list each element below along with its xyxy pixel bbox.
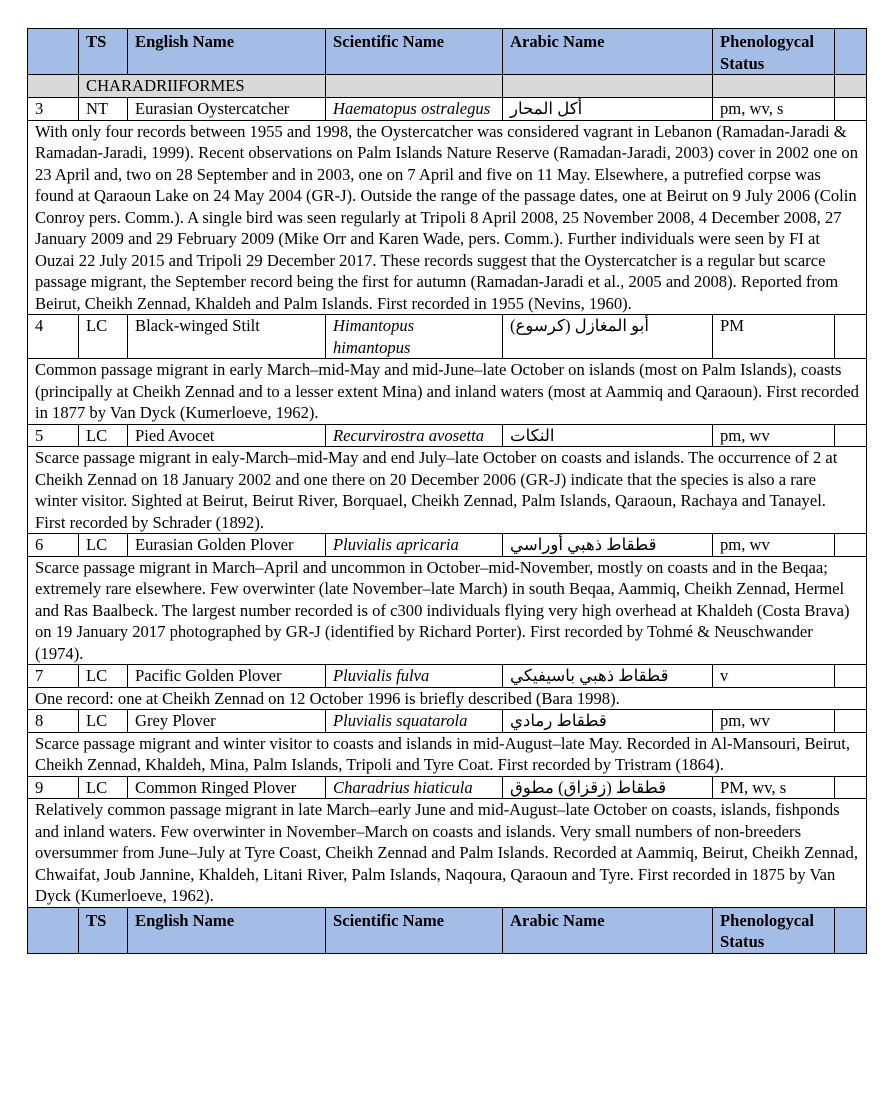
species-arabic-name: أكل المحار — [503, 98, 713, 121]
order-label: CHARADRIIFORMES — [79, 75, 326, 98]
species-number: 6 — [28, 534, 79, 557]
species-threat-status: NT — [79, 98, 128, 121]
header-ts: TS — [79, 29, 128, 75]
order-empty-cell — [713, 75, 835, 98]
species-row — [28, 710, 867, 733]
species-description: One record: one at Cheikh Zennad on 12 October 1996 is briefly described (Bara 1998). — [28, 687, 867, 710]
species-row — [28, 534, 867, 557]
species-phenological-status: v — [713, 665, 835, 688]
species-extra-cell — [835, 665, 867, 688]
header-english-name: English Name — [128, 29, 326, 75]
species-extra-cell — [835, 710, 867, 733]
species-english-name: Common Ringed Plover — [128, 776, 326, 799]
species-description-row — [28, 799, 867, 908]
table-body — [28, 29, 867, 954]
order-empty-cell — [326, 75, 503, 98]
species-extra-cell — [835, 534, 867, 557]
species-scientific-name: Pluvialis fulva — [326, 665, 503, 688]
footer-header-scientific-name: Scientific Name — [326, 907, 503, 953]
species-description: Scarce passage migrant in ealy-March–mid-May and end July–late October on coasts and islands. The occurrence of 2 at Cheikh Zennad on 18 January 2002 and one there on 20 December 2006 (GR-J) indicate that the species is also a rare winter visitor. Sighted at Beirut, Beirut River, Borquael, Cheikh Zennad, Palm Islands, Qaraoun, Rachaya and Tanayel. First recorded by Schrader (1892). — [28, 447, 867, 534]
order-empty-cell — [835, 75, 867, 98]
footer-header-arabic-name: Arabic Name — [503, 907, 713, 953]
species-extra-cell — [835, 776, 867, 799]
footer-number-cell — [28, 907, 79, 953]
species-description-row — [28, 687, 867, 710]
species-description-row — [28, 556, 867, 665]
species-row — [28, 776, 867, 799]
species-row — [28, 424, 867, 447]
footer-header-english-name: English Name — [128, 907, 326, 953]
species-number: 8 — [28, 710, 79, 733]
species-row — [28, 315, 867, 359]
species-english-name: Pacific Golden Plover — [128, 665, 326, 688]
species-description: Scarce passage migrant in March–April and uncommon in October–mid-November, mostly on coasts and in the Beqaa; extremely rare elsewhere. Few overwinter (late November–late March) in south Beqaa, Aammiq, Cheikh Zennad, Hermel and Ras Baalbeck. The largest number recorded is of c300 individuals flying very high overhead at Khaldeh (Costa Brava) on 19 January 2017 photographed by GR-J (identified by Richard Porter). First recorded by Tohmé & Neuschwander (1974). — [28, 556, 867, 665]
species-arabic-name: قطقاط رمادي — [503, 710, 713, 733]
header-phenological-status: Phenologycal Status — [713, 29, 835, 75]
species-extra-cell — [835, 424, 867, 447]
species-description: Common passage migrant in early March–mid-May and mid-June–late October on islands (most on Palm Islands), coasts (principally at Cheikh Zennad and to a lesser extent Mina) and inland waters (most at Aammiq and Qaraoun). First recorded in 1877 by Van Dyck (Kumerloeve, 1962). — [28, 359, 867, 425]
species-number: 7 — [28, 665, 79, 688]
species-phenological-status: pm, wv — [713, 534, 835, 557]
species-scientific-name: Pluvialis squatarola — [326, 710, 503, 733]
species-extra-cell — [835, 98, 867, 121]
species-threat-status: LC — [79, 424, 128, 447]
species-row — [28, 98, 867, 121]
species-threat-status: LC — [79, 710, 128, 733]
species-description-row — [28, 359, 867, 425]
footer-header-phenological-status: Phenologycal Status — [713, 907, 835, 953]
species-arabic-name: قطقاط (زقزاق) مطوق — [503, 776, 713, 799]
species-english-name: Pied Avocet — [128, 424, 326, 447]
species-scientific-name: Himantopus himantopus — [326, 315, 503, 359]
species-number: 3 — [28, 98, 79, 121]
species-description-row — [28, 447, 867, 534]
species-phenological-status: pm, wv, s — [713, 98, 835, 121]
header-row — [28, 29, 867, 75]
header-extra-cell — [835, 29, 867, 75]
species-phenological-status: pm, wv — [713, 424, 835, 447]
species-table — [27, 28, 867, 954]
species-phenological-status: pm, wv — [713, 710, 835, 733]
species-threat-status: LC — [79, 776, 128, 799]
species-phenological-status: PM — [713, 315, 835, 359]
species-scientific-name: Charadrius hiaticula — [326, 776, 503, 799]
species-number: 9 — [28, 776, 79, 799]
species-threat-status: LC — [79, 315, 128, 359]
species-english-name: Grey Plover — [128, 710, 326, 733]
species-english-name: Black-winged Stilt — [128, 315, 326, 359]
footer-extra-cell — [835, 907, 867, 953]
species-arabic-name: قطقاط ذهبي باسيفيكي — [503, 665, 713, 688]
species-arabic-name: قطقاط ذهبي أوراسي — [503, 534, 713, 557]
species-arabic-name: أبو المغازل (كرسوع) — [503, 315, 713, 359]
header-arabic-name: Arabic Name — [503, 29, 713, 75]
species-scientific-name: Haematopus ostralegus — [326, 98, 503, 121]
species-threat-status: LC — [79, 665, 128, 688]
species-english-name: Eurasian Oystercatcher — [128, 98, 326, 121]
species-threat-status: LC — [79, 534, 128, 557]
order-empty-cell — [503, 75, 713, 98]
species-number: 5 — [28, 424, 79, 447]
species-scientific-name: Recurvirostra avosetta — [326, 424, 503, 447]
species-description-row — [28, 120, 867, 315]
species-english-name: Eurasian Golden Plover — [128, 534, 326, 557]
footer-header-row — [28, 907, 867, 953]
order-row — [28, 75, 867, 98]
species-phenological-status: PM, wv, s — [713, 776, 835, 799]
species-arabic-name: النكات — [503, 424, 713, 447]
species-scientific-name: Pluvialis apricaria — [326, 534, 503, 557]
species-description: Scarce passage migrant and winter visitor to coasts and islands in mid-August–late May. Recorded in Al-Mansouri, Beirut, Cheikh Zennad, Khaldeh, Mina, Palm Islands, Tripoli and Tyre Coat. First recorded by Tristram (1864). — [28, 732, 867, 776]
footer-header-ts: TS — [79, 907, 128, 953]
species-row — [28, 665, 867, 688]
species-description: Relatively common passage migrant in late March–early June and mid-August–late October on coasts, islands, fishponds and inland waters. Few overwinter in November–March on coasts and islands. Very small numbers of non-breeders oversummer from June–July at Tyre Coast, Cheikh Zennad and Palm Islands. Recorded at Aammiq, Beirut, Cheikh Zennad, Chwaifat, Joub Jannine, Khaldeh, Litani River, Palm Islands, Naqoura, Qaraoun and Tyre. First recorded in 1875 by Van Dyck (Kumerloeve, 1962). — [28, 799, 867, 908]
species-number: 4 — [28, 315, 79, 359]
species-description-row — [28, 732, 867, 776]
species-description: With only four records between 1955 and 1998, the Oystercatcher was considered vagrant in Lebanon (Ramadan-Jaradi & Ramadan-Jaradi, 1999). Recent observations on Palm Islands Nature Reserve (Ramadan-Jaradi, 2003) cover in 2002 one on 23 April and, two on 28 September and in 2003, one on 7 April and five on 11 May. Elsewhere, a putrefied corpse was found at Qaraoun Lake on 24 May 2004 (GR-J). Outside the range of the passage dates, one at Beirut on 9 July 2006 (Colin Conroy pers. Comm.). A single bird was seen regularly at Tripoli 8 April 2008, 25 November 2008, 4 December 2008, 27 January 2009 and 29 February 2009 (Mike Orr and Karen Wade, pers. Comm.). Further individuals were seen by FI at Ouzai 22 July 2015 and Tripoli 29 December 2017. These records suggest that the Oystercatcher is a regular but scarce passage migrant, the September record being the first for autumn (Ramadan-Jaradi et al., 2005 and 2008). Reported from Beirut, Cheikh Zennad, Khaldeh and Palm Islands. First recorded in 1955 (Nevins, 1960). — [28, 120, 867, 315]
header-number-cell — [28, 29, 79, 75]
header-scientific-name: Scientific Name — [326, 29, 503, 75]
document-page — [27, 28, 866, 954]
species-extra-cell — [835, 315, 867, 359]
order-number-cell — [28, 75, 79, 98]
